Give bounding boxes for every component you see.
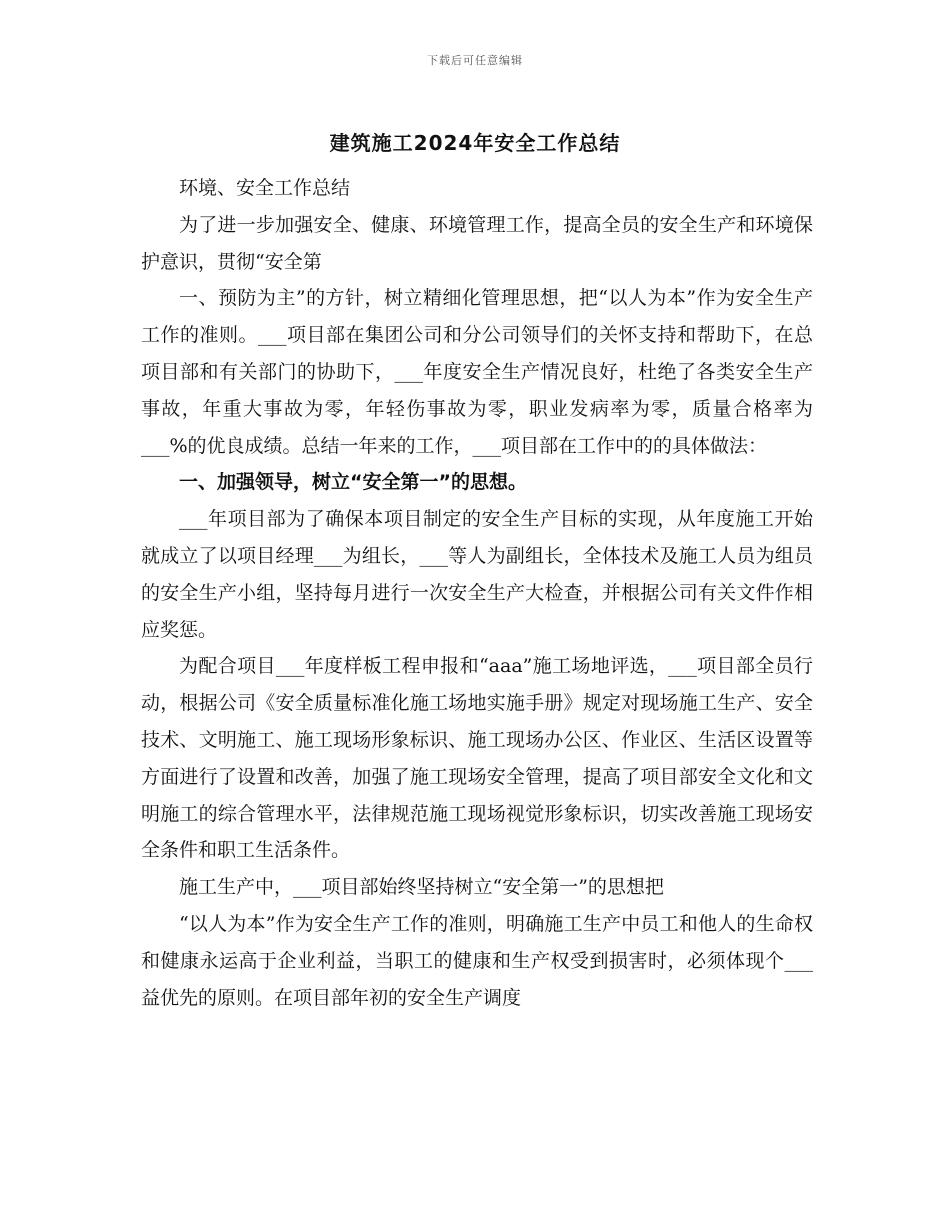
document-body xyxy=(141,170,813,1016)
paragraph: “以人为本”作为安全生产工作的准则，明确施工生产中员工和他人的生命权和健康永运高于企业利益，当职工的健康和生产权受到损害时，必须体现个___益优先的原则。在项目部年初的安全生产调度 xyxy=(141,912,813,1009)
paragraph: 环境、安全工作总结 xyxy=(179,177,351,199)
paragraph: 为了进一步加强安全、健康、环境管理工作，提高全员的安全生产和环境保护意识，贯彻“安全第 xyxy=(141,213,813,273)
paragraph: 一、预防为主”的方针，树立精细化管理思想，把“以人为本”作为安全生产工作的准则。___项目部在集团公司和分公司领导们的关怀支持和帮助下，在总项目部和有关部门的协助下，___年度安全生产情况良好，杜绝了各类安全生产事故，年重大事故为零，年轻伤事故为零，职业发病率为零，质量合格率为___%的优良成绩。总结一年来的工作，___项目部在工作中的的具体做法： xyxy=(141,287,813,457)
paragraph: 施工生产中，___项目部始终坚持树立“安全第一”的思想把 xyxy=(179,876,664,899)
section-heading: 一、加强领导，树立“安全第一”的思想。 xyxy=(179,471,527,494)
page-header: 下载后可任意编辑 xyxy=(427,54,523,67)
document-title: 建筑施工2024年安全工作总结 xyxy=(329,131,621,155)
paragraph: ___年项目部为了确保本项目制定的安全生产目标的实现，从年度施工开始就成立了以项目经理___为组长，___等人为副组长，全体技术及施工人员为组员的安全生产小组，坚持每月进行一次安全生产大检查，并根据公司有关文件作相应奖惩。 xyxy=(141,508,813,641)
paragraph: 为配合项目___年度样板工程申报和“aaa”施工场地评选，___项目部全员行动，根据公司《安全质量标准化施工场地实施手册》规定对现场施工生产、安全技术、文明施工、施工现场形象标识、施工现场办公区、作业区、生活区设置等方面进行了设置和改善，加强了施工现场安全管理，提高了项目部安全文化和文明施工的综合管理水平，法律规范施工现场视觉形象标识，切实改善施工现场安全条件和职工生活条件。 xyxy=(141,655,813,862)
